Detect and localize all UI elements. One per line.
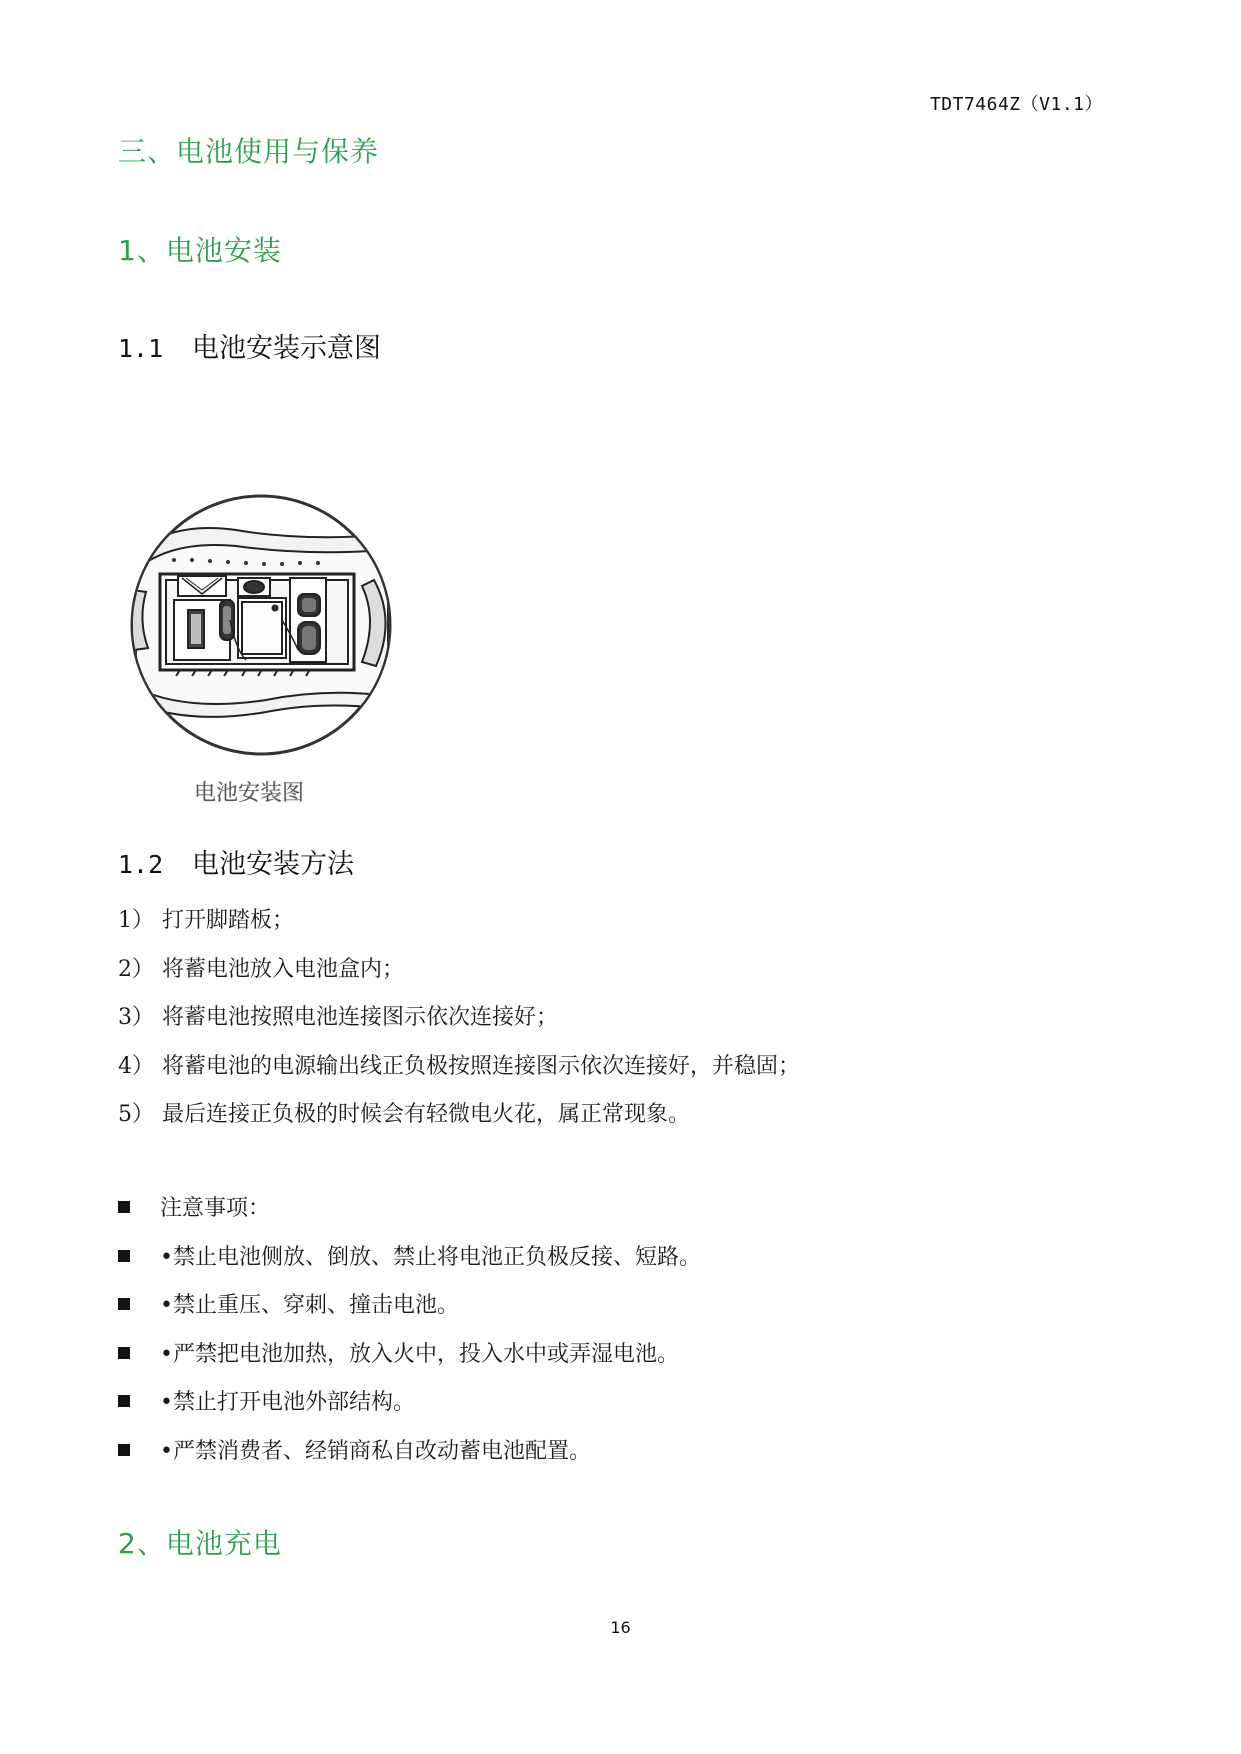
section-1-2-number: 1.2 xyxy=(118,850,164,879)
precautions-list xyxy=(118,1191,701,1482)
note-text: •严禁消费者、经销商私自改动蓄电池配置。 xyxy=(160,1438,591,1464)
installation-steps-list xyxy=(118,903,800,1146)
list-item xyxy=(118,903,800,952)
step-marker: 4） xyxy=(118,1053,154,1079)
note-text: •禁止重压、穿刺、撞击电池。 xyxy=(160,1293,459,1318)
step-marker: 2） xyxy=(118,956,154,982)
step-text: 将蓄电池放入电池盒内； xyxy=(162,956,405,982)
square-bullet-icon xyxy=(118,1395,130,1407)
section-1-2-heading xyxy=(118,842,354,881)
square-bullet-icon xyxy=(118,1298,130,1310)
square-bullet-icon xyxy=(118,1347,130,1359)
list-item xyxy=(118,1434,701,1483)
list-item xyxy=(118,1097,800,1146)
list-item xyxy=(118,1288,701,1337)
step-text: 将蓄电池按照电池连接图示依次连接好； xyxy=(162,1005,559,1030)
step-marker: 1） xyxy=(118,908,154,933)
list-item xyxy=(118,1337,701,1386)
section-1-2-title: 电池安装方法 xyxy=(192,849,354,880)
list-item xyxy=(118,1191,701,1240)
step-text: 打开脚踏板； xyxy=(162,908,295,933)
list-item xyxy=(118,1000,800,1049)
list-item xyxy=(118,1385,701,1434)
battery-installation-figure xyxy=(126,490,396,760)
section-1-1-heading xyxy=(118,326,381,365)
section-2-title: 2、电池充电 xyxy=(118,1527,282,1560)
list-item xyxy=(118,1240,701,1289)
note-text: •禁止打开电池外部结构。 xyxy=(160,1390,415,1415)
square-bullet-icon xyxy=(118,1201,130,1213)
step-marker: 3） xyxy=(118,1005,154,1030)
step-text: 最后连接正负极的时候会有轻微电火花，属正常现象。 xyxy=(162,1102,691,1127)
list-item xyxy=(118,1049,800,1098)
note-text: •禁止电池侧放、倒放、禁止将电池正负极反接、短路。 xyxy=(160,1244,701,1270)
step-marker: 5） xyxy=(118,1102,154,1127)
note-text: •严禁把电池加热，放入火中，投入水中或弄湿电池。 xyxy=(160,1341,679,1367)
document-code: TDT7464Z（V1.1） xyxy=(929,94,1103,115)
note-text: 注意事项： xyxy=(160,1196,271,1221)
section-1-title: 1、电池安装 xyxy=(118,234,282,267)
section-3-title: 三、电池使用与保养 xyxy=(118,135,380,168)
page-number: 16 xyxy=(610,1618,631,1637)
square-bullet-icon xyxy=(118,1250,130,1262)
step-text: 将蓄电池的电源输出线正负极按照连接图示依次连接好，并稳固； xyxy=(162,1053,801,1079)
figure-caption: 电池安装图 xyxy=(194,781,305,806)
square-bullet-icon xyxy=(118,1444,130,1456)
list-item xyxy=(118,952,800,1001)
section-1-1-title: 电池安装示意图 xyxy=(192,333,381,364)
section-1-1-number: 1.1 xyxy=(118,334,164,363)
